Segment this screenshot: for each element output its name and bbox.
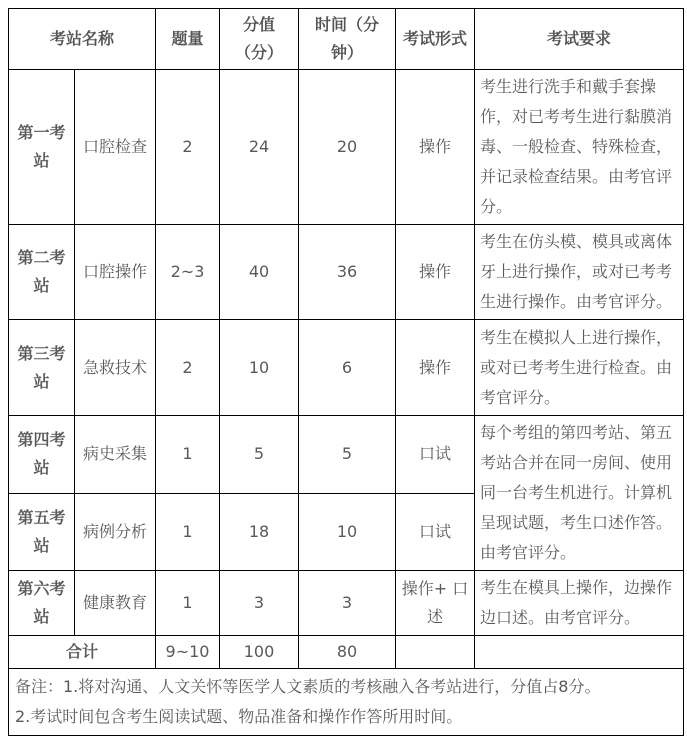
score-cell: 10 — [220, 320, 299, 416]
score-cell: 40 — [220, 225, 299, 320]
format-cell: 操作 — [396, 225, 475, 320]
requirements-cell: 考生进行洗手和戴手套操作，对已考考生进行黏膜消毒、一般检查、特殊检查，并记录检查结果。由考官评分。 — [475, 70, 684, 225]
header-row — [9, 9, 684, 70]
question-count-cell: 2 — [156, 70, 220, 225]
score-cell: 3 — [220, 571, 299, 636]
question-count-cell: 1 — [156, 571, 220, 636]
score-cell: 24 — [220, 70, 299, 225]
total-row — [9, 636, 684, 669]
subject-cell: 病例分析 — [75, 493, 156, 571]
station-label: 第五考站 — [9, 493, 75, 571]
table-row — [9, 571, 684, 636]
requirements-cell: 考生在模具上操作，边操作边口述。由考官评分。 — [475, 571, 684, 636]
time-cell: 36 — [299, 225, 396, 320]
total-format-empty — [396, 636, 475, 669]
station-label: 第六考站 — [9, 571, 75, 636]
format-cell: 口试 — [396, 416, 475, 494]
header-exam-format: 考试形式 — [396, 9, 475, 70]
total-requirements-empty — [475, 636, 684, 669]
total-label: 合计 — [9, 636, 156, 669]
requirements-cell-merged: 每个考组的第四考站、第五考站合并在同一房间、使用同一台考生机进行。计算机呈现试题，考生口述作答。由考官评分。 — [475, 416, 684, 571]
subject-cell: 病史采集 — [75, 416, 156, 494]
format-cell: 操作 — [396, 320, 475, 416]
subject-cell: 健康教育 — [75, 571, 156, 636]
time-cell: 20 — [299, 70, 396, 225]
table-row — [9, 225, 684, 320]
score-cell: 5 — [220, 416, 299, 494]
table-row — [9, 70, 684, 225]
question-count-cell: 1 — [156, 416, 220, 494]
note-line-2: 2.考试时间包含考生阅读试题、物品准备和操作作答所用时间。 — [15, 707, 463, 726]
station-label: 第三考站 — [9, 320, 75, 416]
subject-cell: 口腔操作 — [75, 225, 156, 320]
score-cell: 18 — [220, 493, 299, 571]
total-score: 100 — [220, 636, 299, 669]
table-row — [9, 416, 684, 494]
format-cell: 操作 — [396, 70, 475, 225]
question-count-cell: 1 — [156, 493, 220, 571]
format-cell: 操作+ 口述 — [396, 571, 475, 636]
time-cell: 5 — [299, 416, 396, 494]
header-exam-requirements: 考试要求 — [475, 9, 684, 70]
exam-stations-table — [8, 8, 684, 736]
notes-cell — [9, 669, 684, 736]
station-label: 第一考站 — [9, 70, 75, 225]
station-label: 第二考站 — [9, 225, 75, 320]
table-row — [9, 320, 684, 416]
question-count-cell: 2 — [156, 320, 220, 416]
header-station-name: 考站名称 — [9, 9, 156, 70]
subject-cell: 口腔检查 — [75, 70, 156, 225]
question-count-cell: 2~3 — [156, 225, 220, 320]
header-question-count: 题量 — [156, 9, 220, 70]
header-score: 分值（分） — [220, 9, 299, 70]
subject-cell: 急救技术 — [75, 320, 156, 416]
time-cell: 10 — [299, 493, 396, 571]
note-line-1: 备注：1.将对沟通、人文关怀等医学人文素质的考核融入各考站进行，分值占8分。 — [15, 677, 601, 696]
requirements-cell: 考生在仿头模、模具或离体牙上进行操作，或对已考考生进行操作。由考官评分。 — [475, 225, 684, 320]
time-cell: 6 — [299, 320, 396, 416]
notes-row — [9, 669, 684, 736]
total-question-count: 9~10 — [156, 636, 220, 669]
total-time: 80 — [299, 636, 396, 669]
header-time: 时间（分钟） — [299, 9, 396, 70]
time-cell: 3 — [299, 571, 396, 636]
station-label: 第四考站 — [9, 416, 75, 494]
format-cell: 口试 — [396, 493, 475, 571]
requirements-cell: 考生在模拟人上进行操作，或对已考考生进行检查。由考官评分。 — [475, 320, 684, 416]
